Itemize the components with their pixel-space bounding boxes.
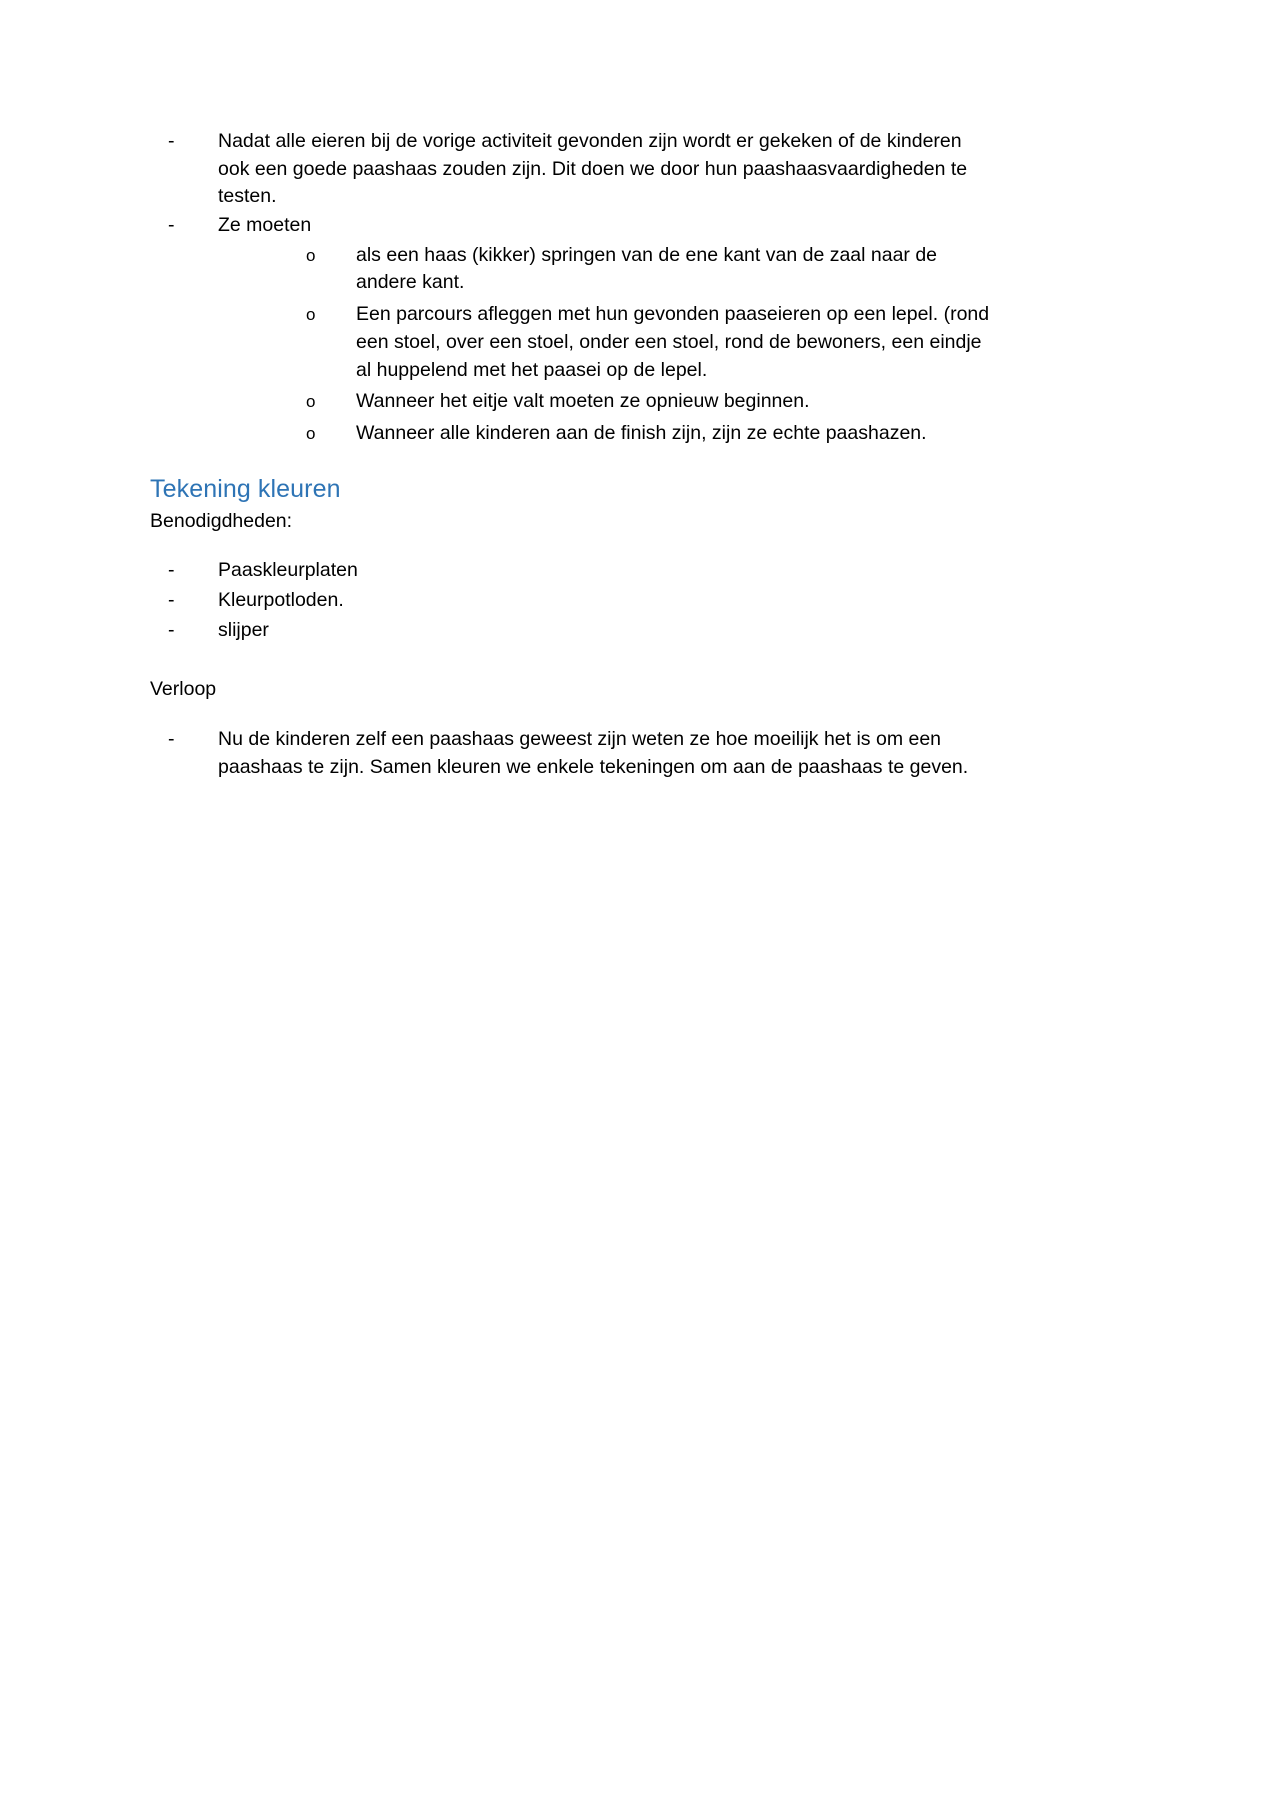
list-item-text: Kleurpotloden.	[218, 588, 344, 611]
spacer	[150, 704, 990, 726]
circle-marker: o	[306, 423, 316, 443]
list-item-text: Wanneer alle kinderen aan de finish zijn, zijn ze echte paashazen.	[356, 421, 927, 444]
circle-marker: o	[306, 392, 316, 412]
list-item	[218, 242, 990, 297]
list-item	[150, 212, 990, 448]
dash-marker: -	[168, 728, 175, 750]
spacer	[150, 535, 990, 557]
list-item-text: Nadat alle eieren bij de vorige activiteit gevonden zijn wordt er gekeken of de kinderen ook een goede paashaas zouden zijn. Dit doen we door hun paashaasvaardigheden te testen.	[218, 130, 968, 208]
list-item-text: Ze moeten	[218, 214, 312, 237]
list-item	[150, 557, 990, 585]
list-item-text: slijper	[218, 618, 269, 641]
materials-list	[150, 557, 990, 644]
list-item	[150, 726, 990, 781]
section-heading: Tekening kleuren	[150, 474, 341, 503]
document-body	[150, 128, 990, 781]
circle-marker: o	[306, 305, 316, 325]
list-item	[218, 388, 990, 416]
dash-marker: -	[168, 559, 175, 582]
list-item	[150, 128, 990, 211]
list-item-text: Wanneer het eitje valt moeten ze opnieuw beginnen.	[356, 390, 810, 413]
list-item-text: Paaskleurplaten	[218, 559, 358, 582]
circle-marker: o	[306, 245, 316, 265]
dash-marker: -	[168, 618, 175, 641]
dash-marker: -	[168, 130, 175, 152]
list-item-text: Een parcours afleggen met hun gevonden paaseieren op een lepel. (rond een stoel, over een stoel, onder een stoel, rond de bewoners, een eindje al huppelend met het paasei op de lepel.	[356, 303, 990, 381]
dash-marker: -	[168, 214, 175, 237]
list-item	[150, 587, 990, 615]
materials-label: Benodigdheden:	[150, 509, 293, 532]
dash-marker: -	[168, 588, 175, 611]
sub-level-list	[218, 242, 990, 448]
list-item	[150, 617, 990, 645]
list-item-text: als een haas (kikker) springen van de ene kant van de zaal naar de andere kant.	[356, 243, 938, 294]
spacer	[150, 646, 990, 676]
list-item-text: Nu de kinderen zelf een paashaas geweest zijn weten ze hoe moeilijk het is om een paashaas te zijn. Samen kleuren we enkele tekeningen om aan de paashaas te geven.	[218, 728, 969, 778]
procedure-list	[150, 726, 990, 781]
top-level-list	[150, 128, 990, 448]
list-item	[218, 420, 990, 448]
list-item	[218, 301, 990, 384]
procedure-label: Verloop	[150, 678, 217, 701]
